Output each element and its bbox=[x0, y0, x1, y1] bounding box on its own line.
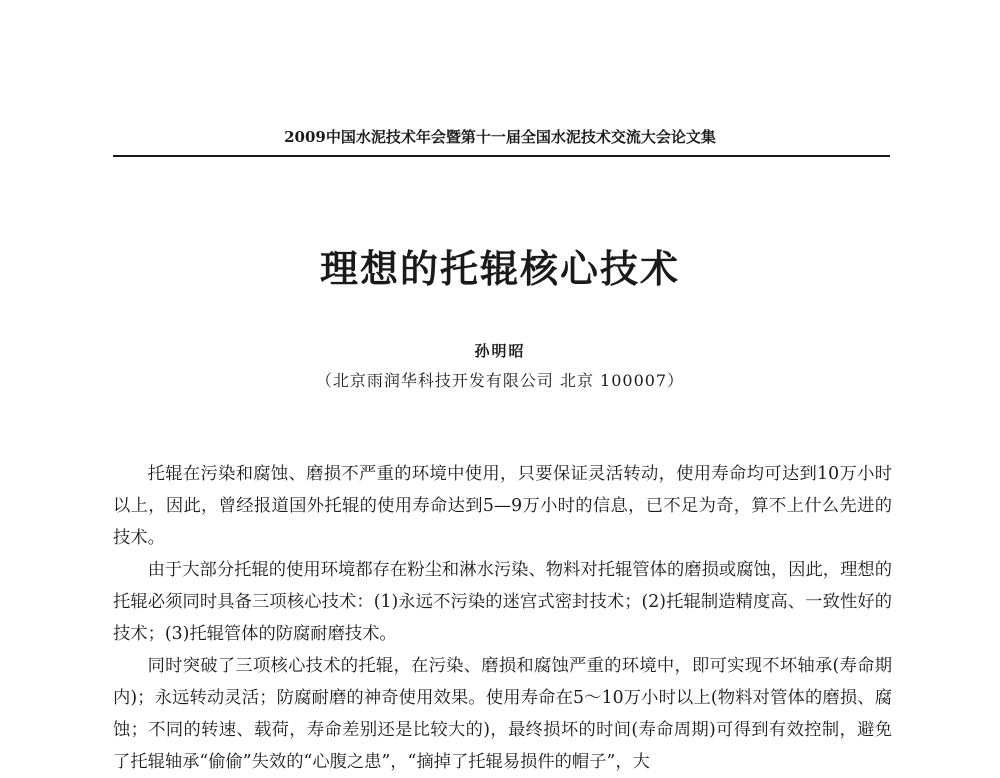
author-affiliation: （北京雨润华科技开发有限公司 北京 100007） bbox=[315, 371, 685, 390]
paragraph-2: 由于大部分托辊的使用环境都存在粉尘和淋水污染、物料对托辊管体的磨损或腐蚀，因此，理想的托辊必须同时具备三项核心技术：(1)永远不污染的迷宫式密封技术；(2)托辊制造精度高、一致性好的技术；(3)托辊管体的防腐耐磨技术。 bbox=[113, 560, 892, 644]
running-header: 2009中国水泥技术年会暨第十一届全国水泥技术交流大会论文集 bbox=[284, 128, 716, 146]
header-rule bbox=[113, 155, 890, 157]
paragraph-3: 同时突破了三项核心技术的托辊，在污染、磨损和腐蚀严重的环境中，即可实现不坏轴承(寿命期内)；永远转动灵活；防腐耐磨的神奇使用效果。使用寿命在5～10万小时以上(物料对管体的磨损、腐蚀；不同的转速、载荷，寿命差别还是比较大的)，最终损坏的时间(寿命周期)可得到有效控制，避免了托辊轴承“偷偷”失效的“心腹之患”，“摘掉了托辊易损件的帽子”，大 bbox=[113, 656, 892, 772]
author-name: 孙明昭 bbox=[474, 342, 526, 360]
paragraph-1: 托辊在污染和腐蚀、磨损不严重的环境中使用，只要保证灵活转动，使用寿命均可达到10万小时以上，因此，曾经报道国外托辊的使用寿命达到5—9万小时的信息，已不足为奇，算不上什么先进的技术。 bbox=[113, 464, 892, 548]
body-text bbox=[113, 458, 892, 778]
article-title: 理想的托辊核心技术 bbox=[319, 246, 680, 291]
